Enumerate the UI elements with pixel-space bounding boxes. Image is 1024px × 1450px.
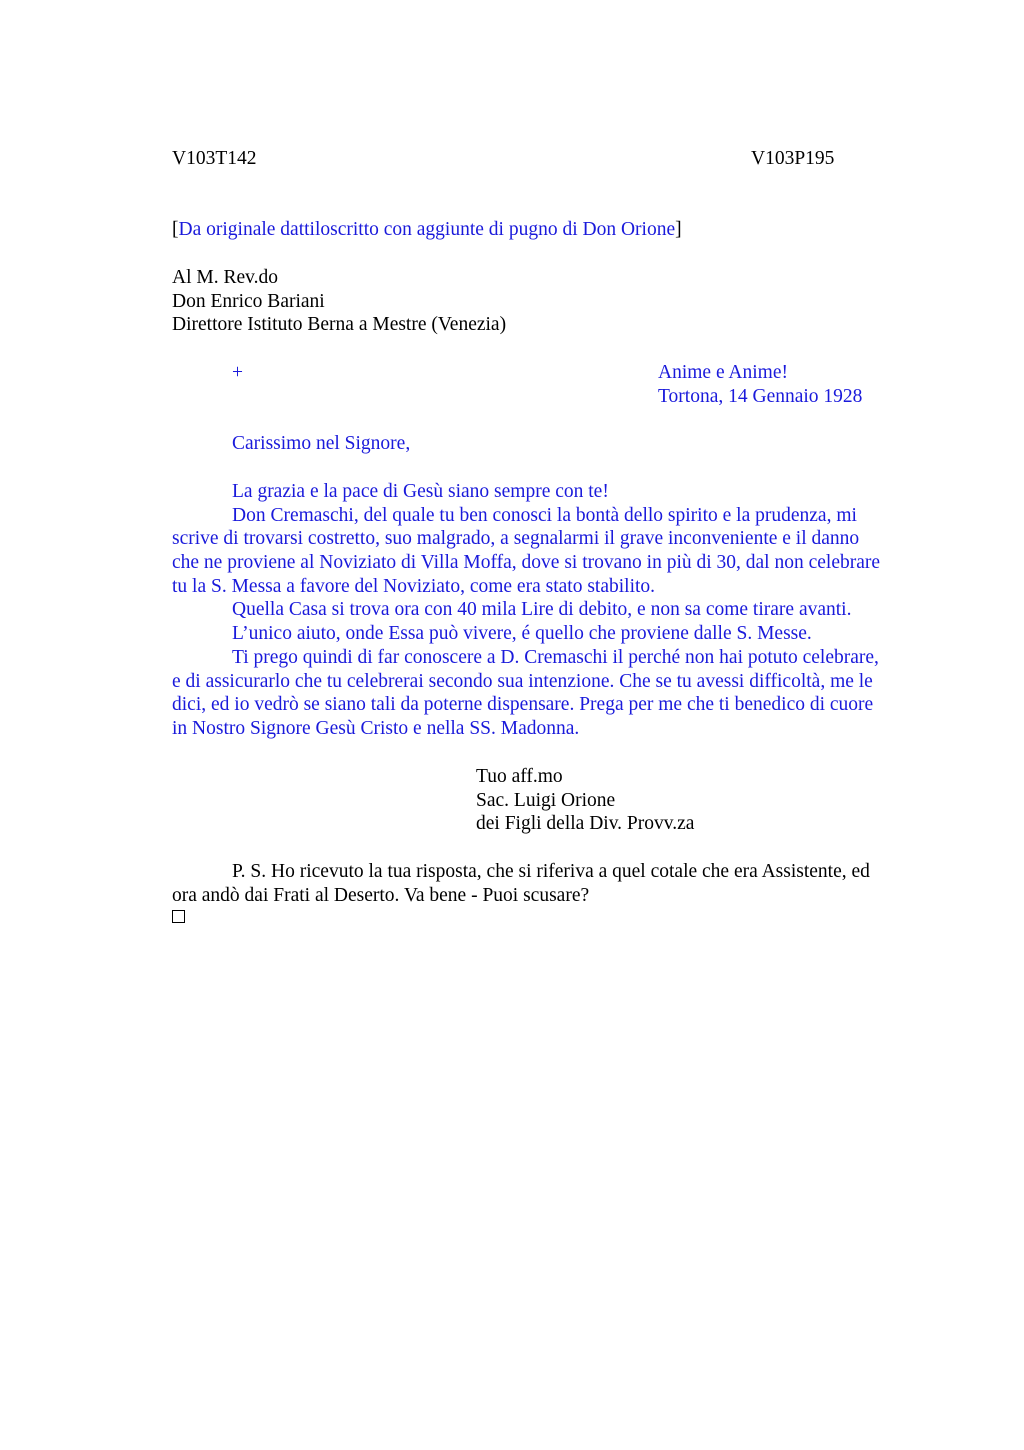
- body-line: tu la S. Messa a favore del Noviziato, come era stato stabilito.: [172, 575, 656, 597]
- source-note-close-bracket: ]: [675, 219, 682, 240]
- cross-symbol: +: [232, 362, 243, 383]
- body-line: Don Cremaschi, del quale tu ben conosci la bontà dello spirito e la prudenza, mi: [232, 504, 857, 526]
- signature-block: [476, 765, 694, 836]
- source-note: [172, 218, 682, 242]
- body-line: La grazia e la pace di Gesù siano sempre con te!: [232, 481, 609, 502]
- salutation: Carissimo nel Signore,: [232, 433, 411, 454]
- body-line: scrive di trovarsi costretto, suo malgrado, a segnalarmi il grave inconveniente e il danno: [172, 528, 860, 550]
- signature-line: dei Figli della Div. Provv.za: [476, 813, 695, 835]
- address-block: [172, 266, 927, 337]
- signature-line: Tuo aff.mo: [476, 766, 563, 787]
- postscript: [172, 860, 927, 907]
- postscript-line: ora andò dai Frati al Deserto. Va bene - Puoi scusare?: [172, 884, 590, 906]
- address-line: Don Enrico Bariani: [172, 290, 325, 312]
- body-line: Quella Casa si trova ora con 40 mila Lire di debito, e non sa come tirare avanti.: [232, 599, 852, 621]
- end-square-icon: [172, 910, 185, 923]
- address-line: Direttore Istituto Berna a Mestre (Venezia): [172, 314, 507, 336]
- place-date: Tortona, 14 Gennaio 1928: [658, 386, 863, 407]
- letter-body: [172, 480, 927, 741]
- source-note-text: Da originale dattiloscritto con aggiunte di pugno di Don Orione: [178, 219, 676, 240]
- body-line: in Nostro Signore Gesù Cristo e nella SS. Madonna.: [172, 717, 580, 739]
- address-line: Al M. Rev.do: [172, 267, 278, 288]
- body-line: L’unico aiuto, onde Essa può vivere, é quello che proviene dalle S. Messe.: [232, 623, 812, 645]
- header-left-code: V103T142: [172, 148, 257, 169]
- body-line: dici, ed io vedrò se siano tali da poterne dispensare. Prega per me che ti benedico di cuore: [172, 694, 874, 716]
- body-line: che ne proviene al Noviziato di Villa Moffa, dove si trovano in più di 30, dal non celebrare: [172, 552, 881, 574]
- body-line: e di assicurarlo che tu celebrerai secondo sua intenzione. Che se tu avessi difficoltà, me le: [172, 670, 873, 692]
- signature-line: Sac. Luigi Orione: [476, 789, 616, 811]
- motto: Anime e Anime!: [658, 362, 788, 383]
- source-note-open-bracket: [: [172, 219, 179, 240]
- body-line: Ti prego quindi di far conoscere a D. Cremaschi il perché non hai potuto celebrare,: [232, 646, 879, 668]
- header-right-code: V103P195: [751, 148, 835, 169]
- postscript-line: P. S. Ho ricevuto la tua risposta, che si riferiva a quel cotale che era Assistente, ed: [232, 861, 870, 882]
